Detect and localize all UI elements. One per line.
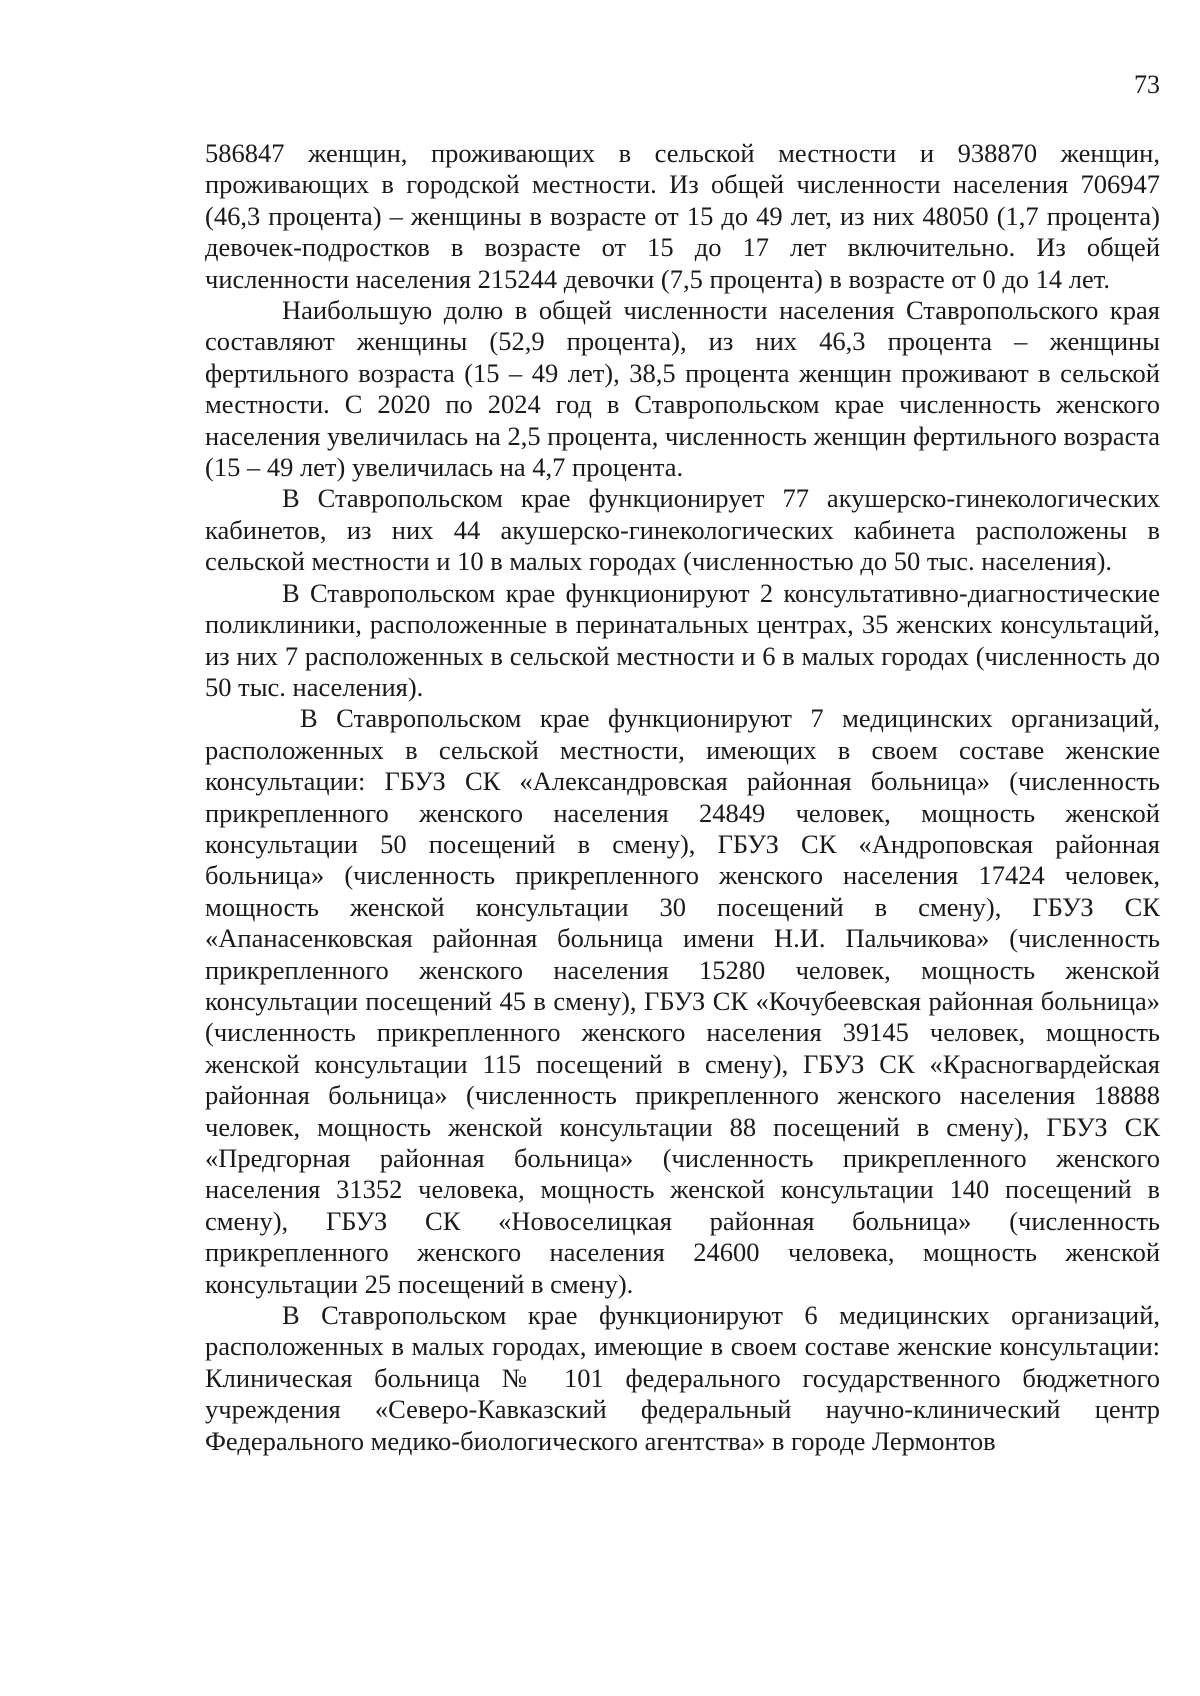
paragraph-3: В Ставропольском крае функционирует 77 акушерско-гинекологических кабинетов, из них 44 акушерско-гинекологических кабинета расположены в сельской местности и 10 в малых городах (численностью до 50 тыс. населения). (205, 483, 1160, 577)
paragraph-4: В Ставропольском крае функционируют 2 консультативно-диагностические поликлиники, расположенные в перинатальных центрах, 35 женских консультаций, из них 7 расположенных в сельской местности и 6 в малых городах (численность до 50 тыс. населения). (205, 577, 1160, 702)
document-body (205, 138, 1160, 1457)
page-number: 73 (1134, 70, 1160, 99)
paragraph-2: Наибольшую долю в общей численности населения Ставропольского края составляют женщины (52,9 процента), из них 46,3 процента – женщины фертильного возраста (15 – 49 лет), 38,5 процента женщин проживают в сельской местности. С 2020 по 2024 год в Ставропольском крае численность женского населения увеличилась на 2,5 процента, численность женщин фертильного возраста (15 – 49 лет) увеличилась на 4,7 процента. (205, 295, 1160, 483)
paragraph-1: 586847 женщин, проживающих в сельской местности и 938870 женщин, проживающих в городской местности. Из общей численности населения 706947 (46,3 процента) – женщины в возрасте от 15 до 49 лет, из них 48050 (1,7 процента) девочек-подростков в возрасте от 15 до 17 лет включительно. Из общей численности населения 215244 девочки (7,5 процента) в возрасте от 0 до 14 лет. (205, 138, 1160, 294)
paragraph-5: В Ставропольском крае функционируют 7 медицинских организаций, расположенных в сельской местности, имеющих в своем составе женские консультации: ГБУЗ СК «Александровская районная больница» (численность прикрепленного женского населения 24849 человек, мощность женской консультации 50 посещений в смену), ГБУЗ СК «Андроповская районная больница» (численность прикрепленного женского населения 17424 человек, мощность женской консультации 30 посещений в смену), ГБУЗ СК «Апанасенковская районная больница имени Н.И. Пальчикова» (численность прикрепленного женского населения 15280 человек, мощность женской консультации посещений 45 в смену), ГБУЗ СК «Кочубеевская районная больница» (численность прикрепленного женского населения 39145 человек, мощность женской консультации 115 посещений в смену), ГБУЗ СК «Красногвардейская районная больница» (численность прикрепленного женского населения 18888 человек, мощность женской консультации 88 посещений в смену), ГБУЗ СК «Предгорная районная больница» (численность прикрепленного женского населения 31352 человека, мощность женской консультации 140 посещений в смену), ГБУЗ СК «Новоселицкая районная больница» (численность прикрепленного женского населения 24600 человека, мощность женской консультации 25 посещений в смену). (205, 703, 1160, 1299)
paragraph-6: В Ставропольском крае функционируют 6 медицинских организаций, расположенных в малых городах, имеющие в своем составе женские консультации: Клиническая больница № 101 федерального государственного бюджетного учреждения «Северо-Кавказский федеральный научно-клинический центр Федерального медико-биологического агентства» в городе Лермонтов (205, 1300, 1160, 1456)
